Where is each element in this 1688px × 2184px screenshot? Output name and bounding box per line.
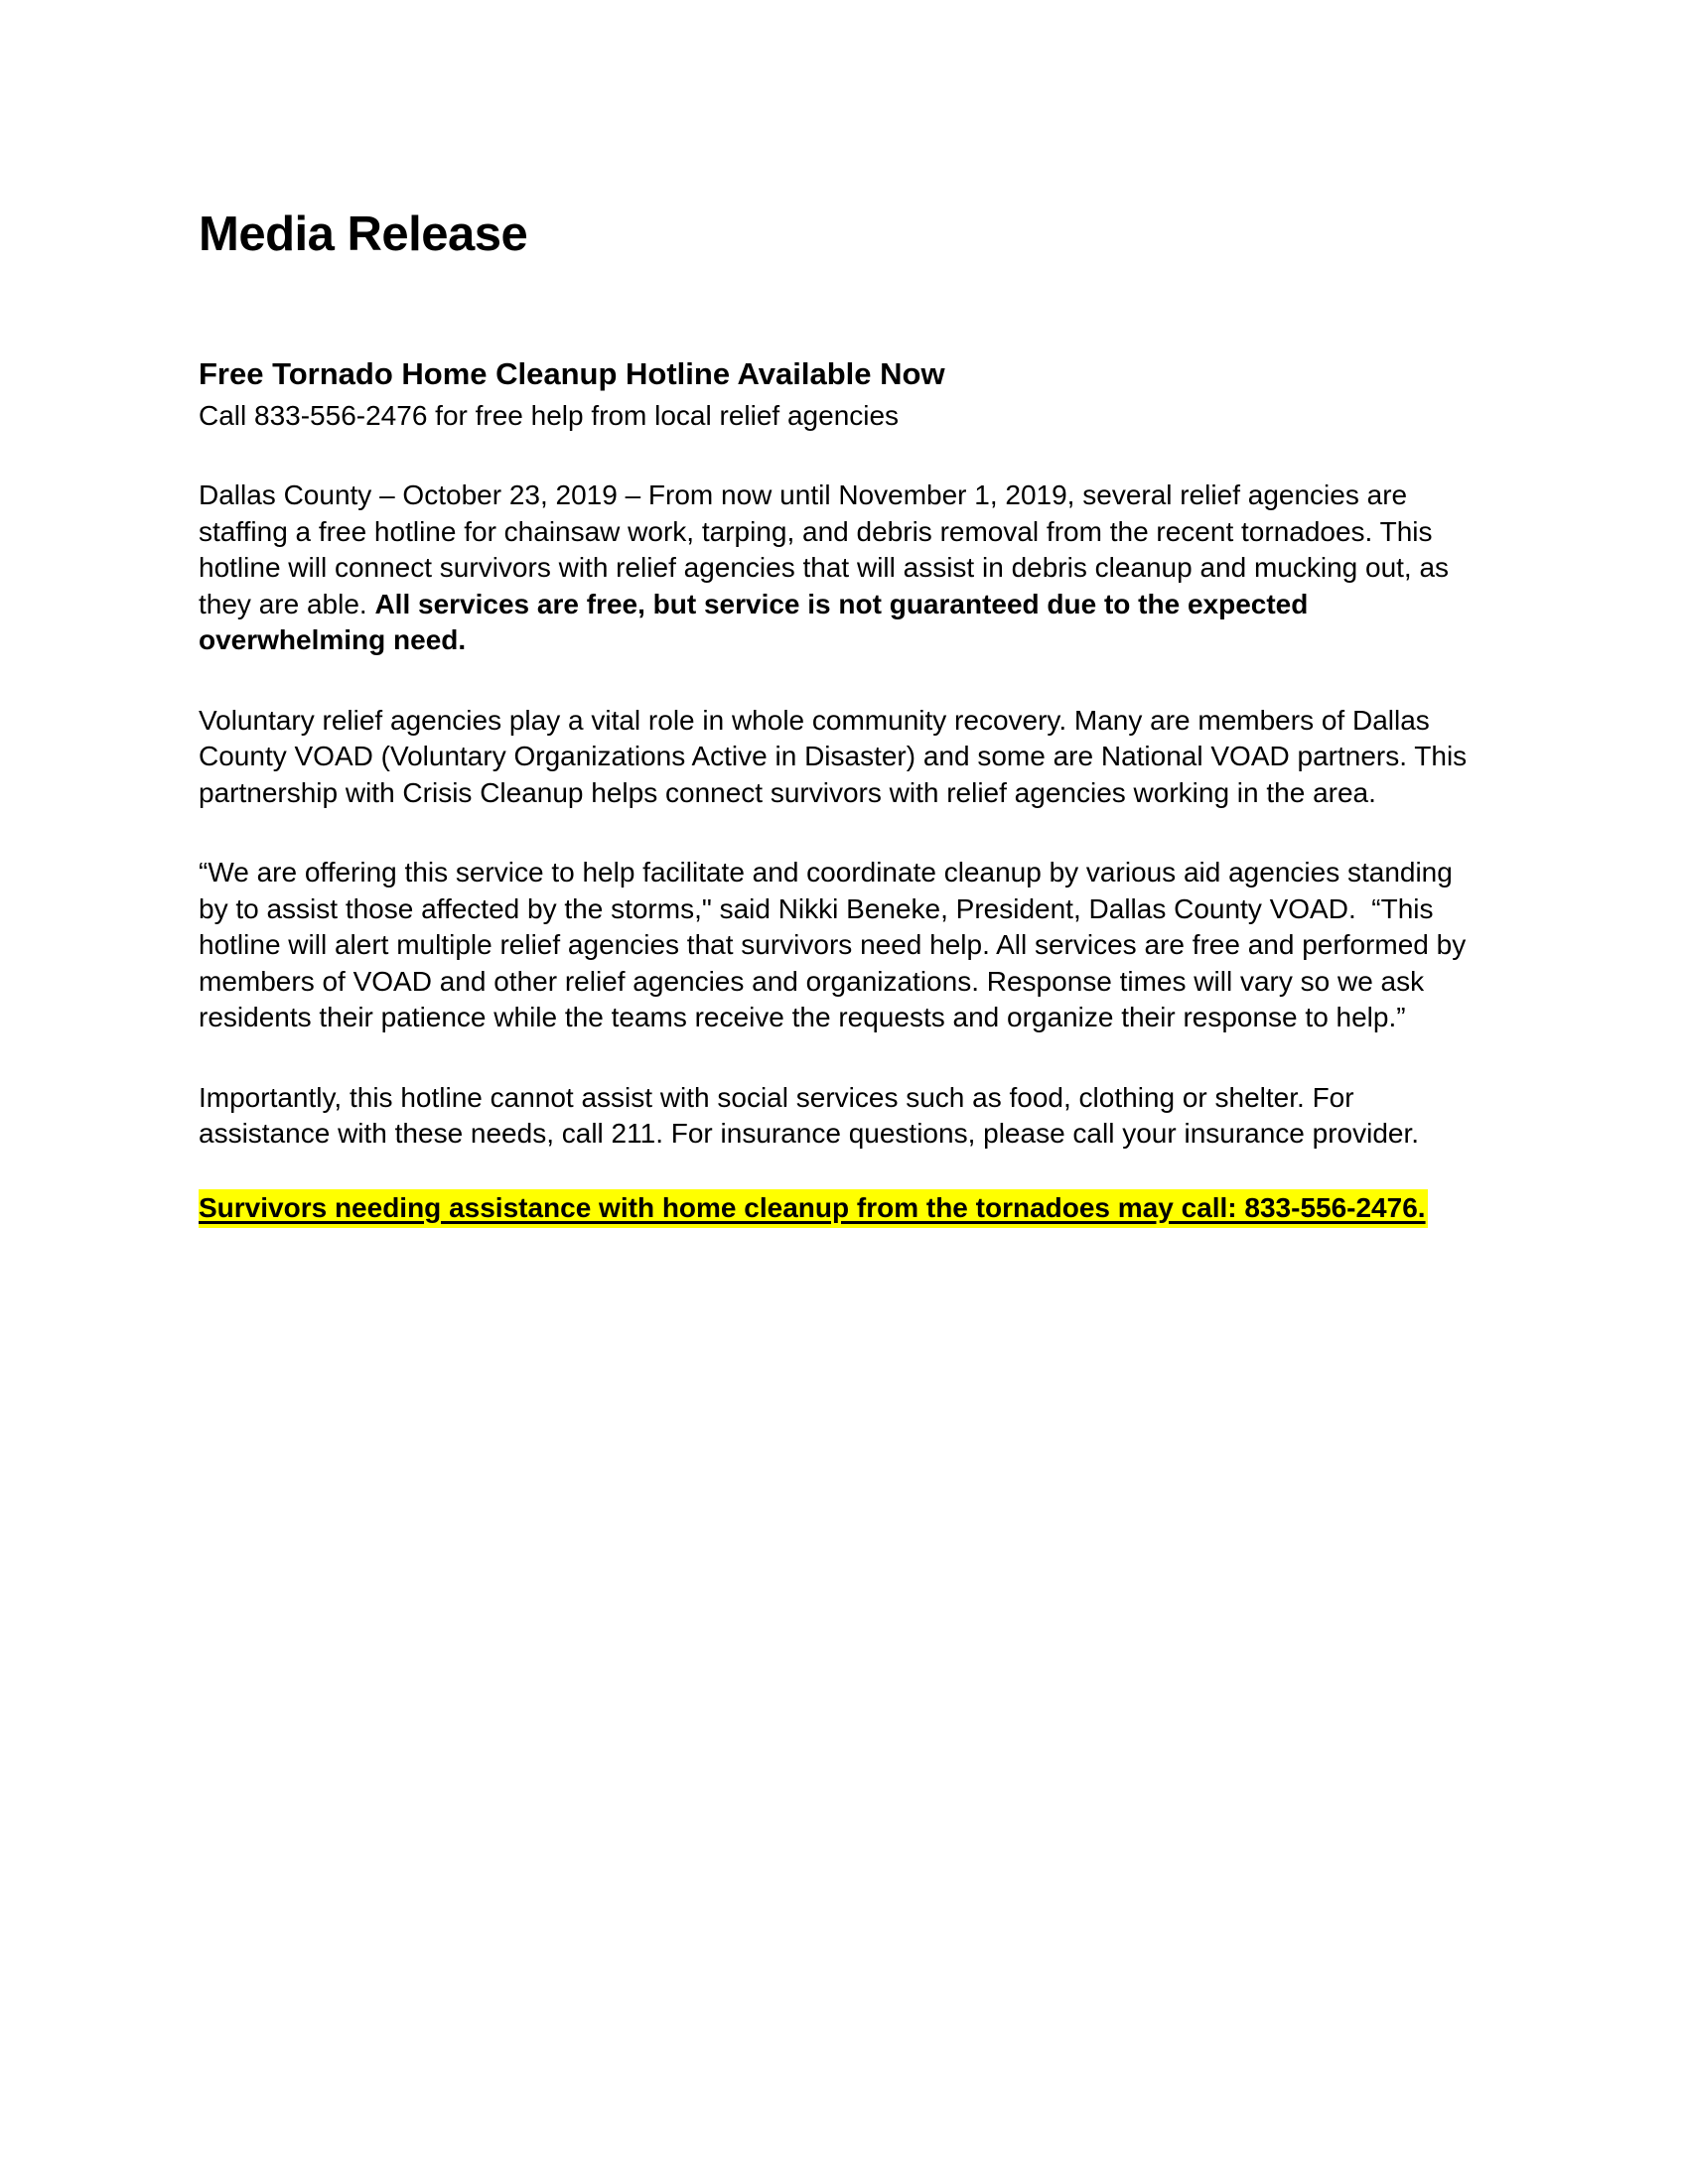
highlighted-hotline-line bbox=[199, 1190, 1475, 1227]
release-subheadline: Call 833-556-2476 for free help from local relief agencies bbox=[199, 400, 900, 431]
paragraph-intro bbox=[199, 478, 1475, 659]
release-headline: Free Tornado Home Cleanup Hotline Available Now bbox=[199, 356, 945, 391]
paragraph-voad: Voluntary relief agencies play a vital role in whole community recovery. Many are members of Dallas County VOAD (Voluntary Organizations Active in Disaster) and some are National VOAD partners. This partnership with Crisis Cleanup helps connect survivors with relief agencies working in the area. bbox=[199, 704, 1475, 808]
paragraph-quote: “We are offering this service to help facilitate and coordinate cleanup by various aid agencies standing by to assist those affected by the storms," said Nikki Beneke, President, Dallas County VOAD. “This hotline will alert multiple relief agencies that survivors need help. All services are free and performed by members of VOAD and other relief agencies and organizations. Response times will vary so we ask residents their patience while the teams receive the requests and organize their response to help.” bbox=[199, 857, 1474, 1032]
hotline-highlight-text: Survivors needing assistance with home cleanup from the tornadoes may call: 833-556-2476. bbox=[199, 1189, 1428, 1228]
headline-block bbox=[199, 355, 1475, 434]
paragraph-intro-bold-text: All services are free, but service is not guaranteed due to the expected overwhelming need. bbox=[199, 588, 1317, 655]
page-title: Media Release bbox=[199, 207, 528, 261]
paragraph-intro-text: Dallas County – October 23, 2019 – From now until November 1, 2019, several relief agencies are staffing a free hotline for chainsaw work, tarping, and debris removal from the recent tornadoes. This hotline will connect survivors with relief agencies that will assist in debris cleanup and mucking out, as they are able. bbox=[199, 479, 1457, 619]
paragraph-limitations: Importantly, this hotline cannot assist with social services such as food, clothing or shelter. For assistance with these needs, call 211. For insurance questions, please call your insurance provider. bbox=[199, 1081, 1420, 1149]
